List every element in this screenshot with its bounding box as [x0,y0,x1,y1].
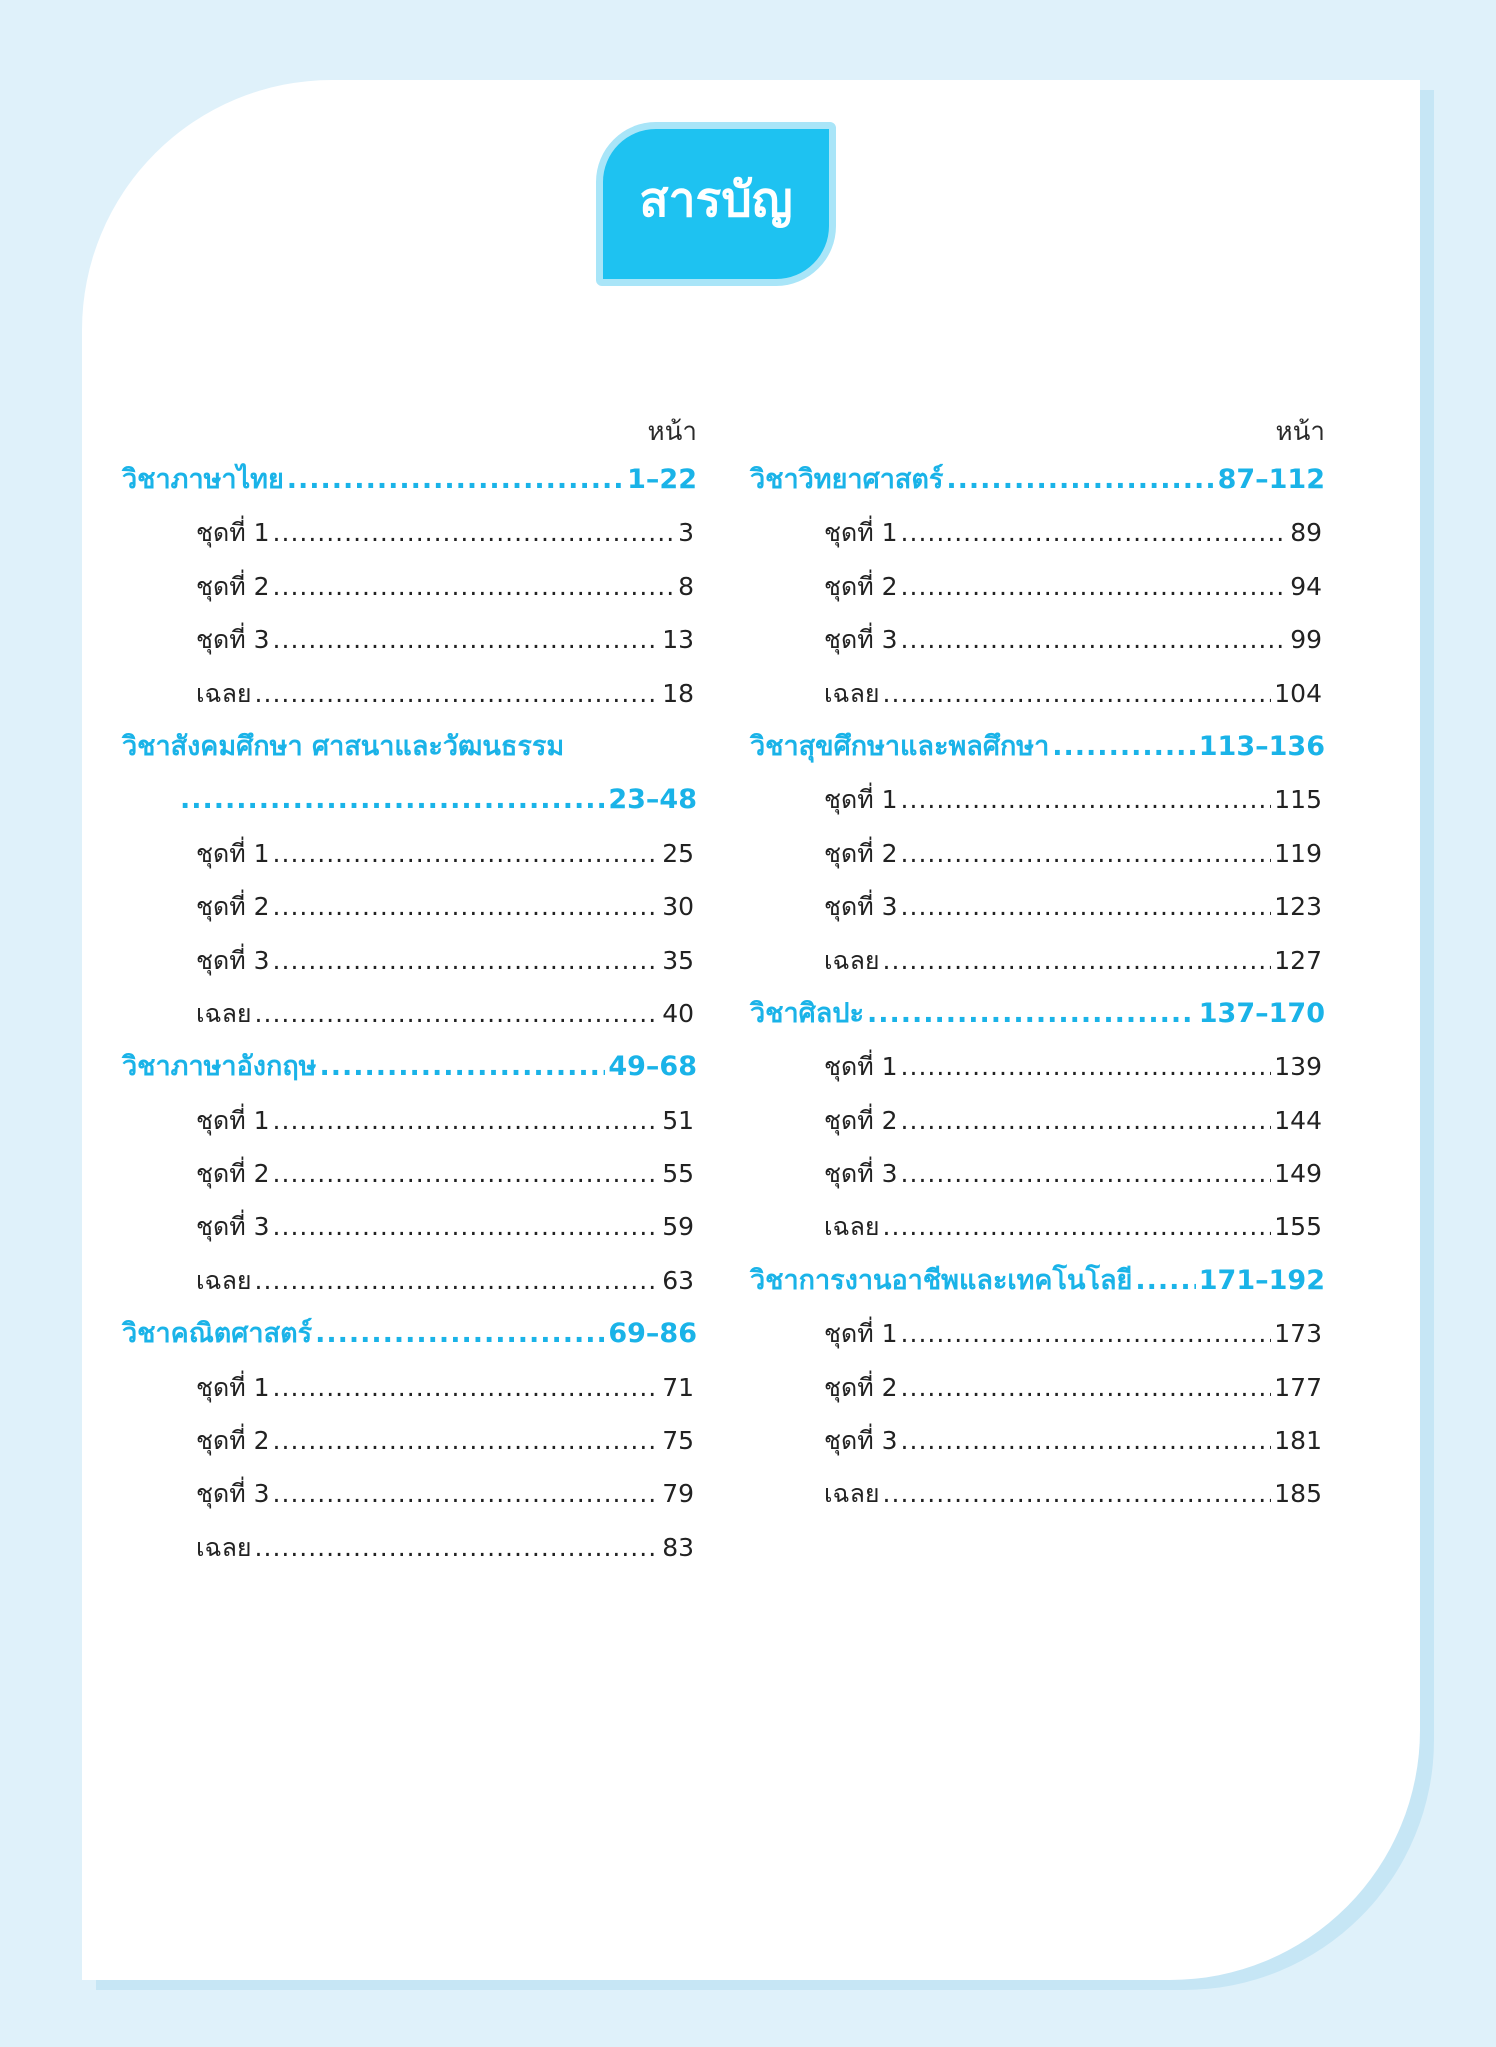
toc-item-entry[interactable] [122,934,697,987]
toc-page-number: 23–48 [608,784,697,816]
toc-item-entry[interactable] [122,1147,697,1200]
dot-leader [273,934,660,987]
dot-leader [273,613,660,666]
toc-item-entry[interactable] [750,1200,1325,1253]
toc-entry-label: ชุดที่ 2 [196,892,270,922]
toc-page-number: 55 [662,1159,694,1189]
toc-item-entry[interactable] [750,560,1325,613]
toc-entry-label: ชุดที่ 3 [824,1426,898,1456]
dot-leader [901,613,1288,666]
dot-leader [319,1040,605,1093]
toc-page-number: 59 [662,1212,694,1242]
toc-entry-label: ชุดที่ 2 [196,1426,270,1456]
toc-page-number: 87–112 [1217,464,1325,495]
toc-entry-label: วิชาคณิตศาสตร์ [122,1318,313,1350]
toc-subject-entry[interactable] [750,453,1325,506]
toc-entry-label: ชุดที่ 2 [196,571,270,601]
toc-page-number: 155 [1274,1212,1322,1242]
toc-item-entry[interactable] [122,987,697,1040]
dot-leader [287,453,624,506]
toc-subject-entry[interactable] [122,1040,697,1093]
dot-leader [901,1361,1272,1414]
toc-subject-entry[interactable] [122,1307,697,1360]
toc-subject-entry[interactable] [122,453,697,506]
toc-item-entry[interactable] [122,1200,697,1253]
toc-item-entry[interactable] [750,506,1325,559]
dot-leader [273,1094,660,1147]
toc-item-entry[interactable] [122,667,697,720]
toc-rows-right [750,453,1325,1521]
dot-leader [273,827,660,880]
toc-entry-label: เฉลย [824,1212,880,1242]
toc-page-number: 35 [662,945,694,975]
toc-page-number: 104 [1274,678,1322,708]
toc-page-number: 63 [662,1265,694,1295]
toc-entry-label: ชุดที่ 1 [824,1052,898,1082]
toc-page-number: 8 [678,571,694,601]
toc-item-entry[interactable] [122,1361,697,1414]
dot-leader [255,1254,660,1307]
toc-item-entry[interactable] [122,613,697,666]
toc-page-number: 149 [1274,1159,1322,1189]
toc-entry-label: ชุดที่ 1 [196,1105,270,1135]
dot-leader [273,560,676,613]
toc-entry-label: ชุดที่ 1 [824,518,898,548]
toc-item-entry[interactable] [122,1414,697,1467]
toc-page-number: 69–86 [608,1318,697,1350]
dot-leader [255,987,660,1040]
dot-leader [901,880,1272,933]
toc-entry-label: เฉลย [824,1479,880,1509]
toc-entry-label: ชุดที่ 1 [824,1319,898,1349]
dot-leader [901,1094,1272,1147]
toc-entry-label: ชุดที่ 3 [196,1479,270,1509]
dot-leader [901,827,1272,880]
toc-entry-label: วิชาการงานอาชีพและเทคโนโลยี [750,1264,1133,1296]
toc-subject-entry[interactable] [750,720,1325,773]
toc-item-entry[interactable] [122,880,697,933]
toc-page-number: 13 [662,625,694,655]
toc-subject-entry-continued[interactable] [122,773,697,826]
toc-entry-label: ชุดที่ 1 [196,518,270,548]
toc-entry-label: เฉลย [196,678,252,708]
dot-leader [901,1040,1272,1093]
toc-page-number: 171–192 [1198,1264,1325,1296]
toc-item-entry[interactable] [122,560,697,613]
dot-leader [255,667,660,720]
toc-entry-label: วิชาสังคมศึกษา ศาสนาและวัฒนธรรม [122,730,565,762]
toc-rows-left [122,453,697,1574]
dot-leader [315,1307,605,1360]
toc-entry-label: ชุดที่ 1 [824,785,898,815]
toc-subject-entry[interactable] [122,720,697,773]
toc-item-entry[interactable] [750,1040,1325,1093]
dot-leader [901,506,1288,559]
dot-leader [180,773,605,826]
toc-page-number: 99 [1290,625,1322,655]
dot-leader [901,1414,1272,1467]
toc-entry-label: ชุดที่ 3 [824,892,898,922]
dot-leader [273,1414,660,1467]
toc-item-entry[interactable] [750,1467,1325,1520]
toc-page-number: 181 [1274,1426,1322,1456]
toc-entry-label: ชุดที่ 3 [196,625,270,655]
toc-item-entry[interactable] [750,667,1325,720]
page-column-label: หน้า [647,417,697,447]
toc-entry-label: ชุดที่ 1 [196,838,270,868]
toc-subject-entry[interactable] [750,987,1325,1040]
toc-subject-entry[interactable] [750,1254,1325,1307]
page-title: สารบัญ [639,172,793,228]
toc-page-number: 177 [1274,1372,1322,1402]
toc-entry-label: ชุดที่ 3 [196,945,270,975]
toc-entry-label: วิชาภาษาอังกฤษ [122,1051,317,1083]
toc-entry-label: เฉลย [196,998,252,1028]
toc-entry-label: ชุดที่ 1 [196,1372,270,1402]
toc-item-entry[interactable] [122,1094,697,1147]
toc-entry-label: เฉลย [824,945,880,975]
toc-entry-label: วิชาสุขศึกษาและพลศึกษา [750,730,1050,762]
toc-item-entry[interactable] [750,1307,1325,1360]
toc-page-number: 51 [662,1105,694,1135]
toc-entry-label: ชุดที่ 3 [824,625,898,655]
dot-leader [883,1467,1272,1520]
dot-leader [273,1467,660,1520]
toc-item-entry[interactable] [750,773,1325,826]
dot-leader [273,1200,660,1253]
toc-entry-label: วิชาวิทยาศาสตร์ [750,464,944,495]
dot-leader [901,1307,1272,1360]
toc-entry-label: เฉลย [196,1265,252,1295]
toc-entry-label: วิชาภาษาไทย [122,464,284,495]
toc-page-number: 25 [662,838,694,868]
toc-item-entry[interactable] [122,1467,697,1520]
toc-page-number: 79 [662,1479,694,1509]
toc-page-number: 139 [1274,1052,1322,1082]
toc-page-number: 83 [662,1532,694,1562]
toc-entry-label: เฉลย [824,678,880,708]
toc-entry-label: ชุดที่ 2 [824,1105,898,1135]
toc-right-column [750,412,1325,1521]
toc-page-number: 173 [1274,1319,1322,1349]
toc-page-number: 137–170 [1198,997,1325,1029]
toc-entry-label: วิชาศิลปะ [750,997,864,1029]
toc-page-number: 75 [662,1426,694,1456]
toc-page-number: 119 [1274,838,1322,868]
toc-page-number: 1–22 [627,464,697,495]
dot-leader [273,506,676,559]
toc-page-number: 71 [662,1372,694,1402]
toc-item-entry[interactable] [750,1147,1325,1200]
dot-leader [255,1521,660,1574]
dot-leader [883,1200,1272,1253]
toc-page-number: 123 [1274,892,1322,922]
toc-page-number: 89 [1290,518,1322,548]
toc-item-entry[interactable] [750,1361,1325,1414]
toc-entry-label: เฉลย [196,1532,252,1562]
toc-entry-label: ชุดที่ 2 [824,571,898,601]
dot-leader [1052,720,1195,773]
toc-page-number: 115 [1274,785,1322,815]
toc-item-entry[interactable] [122,827,697,880]
toc-page-number: 40 [662,998,694,1028]
dot-leader [1135,1254,1195,1307]
dot-leader [273,880,660,933]
toc-item-entry[interactable] [750,827,1325,880]
toc-item-entry[interactable] [750,880,1325,933]
toc-page-number: 94 [1290,571,1322,601]
toc-entry-label: ชุดที่ 3 [196,1212,270,1242]
dot-leader [867,987,1196,1040]
toc-item-entry[interactable] [122,506,697,559]
toc-page-number: 127 [1274,945,1322,975]
toc-item-entry[interactable] [750,613,1325,666]
toc-page-number: 30 [662,892,694,922]
toc-page-number: 49–68 [608,1051,697,1083]
dot-leader [273,1361,660,1414]
toc-entry-label: ชุดที่ 2 [824,838,898,868]
page-column-label: หน้า [1275,417,1325,447]
toc-item-entry[interactable] [122,1521,697,1574]
toc-page-number: 185 [1274,1479,1322,1509]
toc-item-entry[interactable] [750,1414,1325,1467]
dot-leader [883,934,1272,987]
toc-page-number: 3 [678,518,694,548]
dot-leader [273,1147,660,1200]
toc-item-entry[interactable] [750,1094,1325,1147]
dot-leader [901,1147,1272,1200]
dot-leader [883,667,1272,720]
toc-entry-label: ชุดที่ 2 [824,1372,898,1402]
toc-left-column [122,412,697,1574]
toc-entry-label: ชุดที่ 2 [196,1159,270,1189]
dot-leader [946,453,1214,506]
toc-item-entry[interactable] [750,934,1325,987]
toc-entry-label: ชุดที่ 3 [824,1159,898,1189]
toc-page-number: 113–136 [1198,730,1325,762]
dot-leader [901,560,1288,613]
toc-page-number: 18 [662,678,694,708]
dot-leader [901,773,1272,826]
toc-page-number: 144 [1274,1105,1322,1135]
title-tab [596,122,836,286]
toc-item-entry[interactable] [122,1254,697,1307]
